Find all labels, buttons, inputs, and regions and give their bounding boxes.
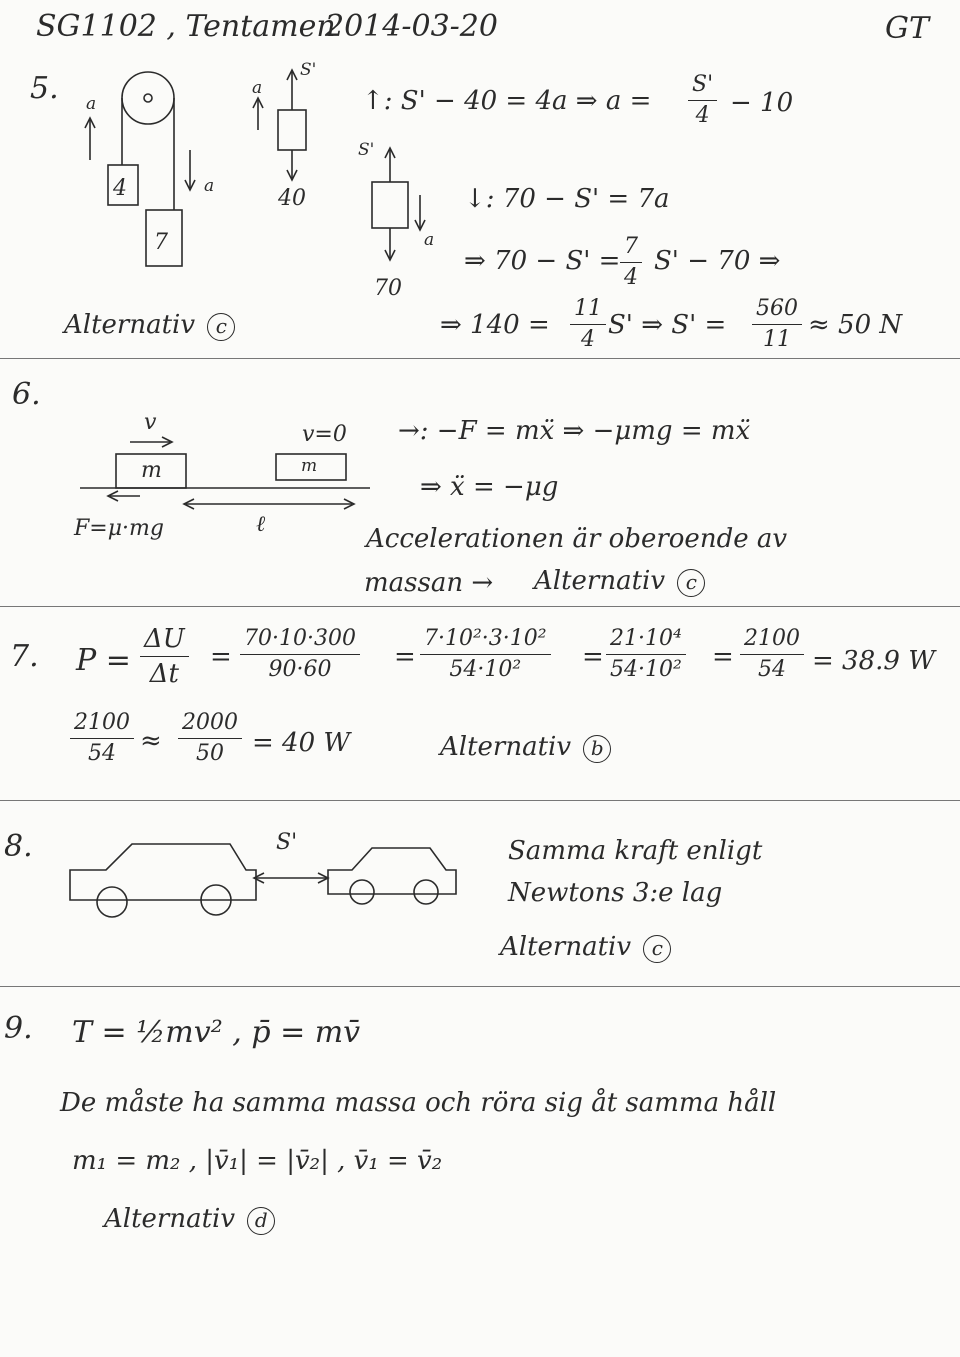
question-8-number: 8. (4, 829, 33, 864)
q5-eq1-frac (688, 74, 717, 127)
q9-text1: De måste ha samma massa och röra sig åt samma håll (60, 1088, 777, 1118)
divider-q7-q8 (0, 800, 960, 801)
car-wheel-rear (350, 880, 374, 904)
q5-eq4-frac (570, 298, 606, 351)
q5-eq3-frac-den: 4 (624, 265, 638, 290)
truck-wheel-rear (97, 887, 127, 917)
q7-frac5 (740, 628, 804, 681)
q5-alt-choice: c (207, 313, 235, 341)
q7-approx-sign: ≈ (140, 726, 162, 756)
initials: GT (885, 11, 929, 46)
q7-result: = 38.9 W (812, 646, 935, 676)
cars-diagram (66, 830, 466, 920)
q7-approx-frac1-den: 54 (88, 741, 116, 766)
q5-eq1-lhs: ↑: S' − 40 = 4a ⇒ a = (362, 86, 652, 116)
label-fbd2-a: a (424, 230, 435, 250)
q9-alternative (104, 1206, 275, 1235)
q9-eq1: T = ½mv² , p̄ = mv̄ (72, 1015, 361, 1050)
q5-eq4-frac2-den: 11 (763, 327, 791, 352)
q9-alt-choice: d (247, 1207, 275, 1235)
question-5-number: 5. (30, 71, 59, 106)
q7-frac3-num: 7·10²·3·10² (420, 628, 551, 655)
pulley-axle (144, 94, 152, 102)
q5-alt-label: Alternativ (64, 310, 196, 340)
q5-eq3-frac (620, 236, 642, 289)
q7-alternative (440, 734, 611, 763)
q7-eq-sign-3: = (582, 642, 604, 672)
q5-eq3-rhs: S' − 70 ⇒ (654, 246, 781, 276)
question-9-number: 9. (4, 1011, 33, 1046)
fbd-block-4 (278, 110, 306, 150)
q5-eq1-frac-den: 4 (695, 103, 710, 128)
label-a-left: a (86, 94, 97, 114)
q7-eq-sign-4: = (712, 642, 734, 672)
q7-eq-sign-2: = (394, 642, 416, 672)
course-title: SG1102 , Tentamen (36, 9, 336, 44)
q6-eq2: ⇒ ẍ = −μg (420, 472, 559, 502)
q7-frac4-num: 21·10⁴ (606, 628, 686, 655)
q7-frac2 (240, 628, 360, 681)
q5-eq4-mid: S' ⇒ S' = (608, 310, 727, 340)
divider-q8-q9 (0, 986, 960, 987)
q8-text1: Samma kraft enligt (508, 836, 763, 866)
q7-frac4-den: 54·10² (610, 657, 682, 682)
label-tow-S: S' (276, 830, 298, 855)
q6-alt-choice: c (677, 569, 705, 597)
q7-frac2-den: 90·60 (268, 657, 332, 682)
fbd2-block-7 (372, 182, 408, 228)
q9-eq2: m₁ = m₂ , |v̄₁| = |v̄₂| , v̄₁ = v̄₂ (72, 1146, 443, 1176)
car-wheel-front (414, 880, 438, 904)
label-v: v (144, 410, 157, 435)
q5-eq4-rhs: ≈ 50 N (808, 310, 903, 340)
q5-eq1-rhs: − 10 (730, 88, 794, 118)
divider-q6-q7 (0, 606, 960, 607)
q7-approx-frac2-num: 2000 (178, 712, 242, 739)
label-fbd-a: a (252, 78, 263, 98)
question-7-number: 7. (10, 639, 39, 674)
label-length: ℓ (256, 512, 266, 537)
pulley-wheel (122, 72, 174, 124)
q7-approx-frac1-num: 2100 (70, 712, 134, 739)
q7-frac1 (140, 626, 189, 687)
q9-alt-label: Alternativ (104, 1204, 236, 1234)
q5-eq3-lhs: ⇒ 70 − S' = (464, 246, 621, 276)
q5-eq4-frac-den: 4 (581, 327, 595, 352)
fbd-7-diagram (360, 140, 450, 280)
q8-alt-choice: c (643, 935, 671, 963)
label-fbd2-S: S' (358, 140, 375, 160)
q8-alternative (500, 934, 671, 963)
label-fbd2-70: 70 (374, 276, 402, 301)
q7-frac5-num: 2100 (740, 628, 804, 655)
q5-alternative (64, 312, 235, 341)
question-6-number: 6. (12, 377, 41, 412)
q7-alt-choice: b (583, 735, 611, 763)
label-fbd-40: 40 (278, 186, 306, 211)
q7-p-lhs: P = (76, 643, 131, 678)
q8-text2: Newtons 3:e lag (508, 878, 723, 908)
q7-frac3 (420, 628, 551, 681)
q7-frac5-den: 54 (758, 657, 786, 682)
q5-eq4-frac-num: 11 (570, 298, 606, 325)
label-fbd-S: S' (300, 60, 317, 80)
q5-eq4-lhs: ⇒ 140 = (440, 310, 550, 340)
q7-frac2-num: 70·10·300 (240, 628, 360, 655)
label-m1: m (141, 458, 162, 483)
q7-frac3-den: 54·10² (449, 657, 522, 682)
q7-frac1-den: Δt (149, 659, 179, 689)
q6-text2: massan → (364, 568, 494, 598)
q7-eq-sign-1: = (210, 642, 232, 672)
q7-approx-frac2 (178, 712, 242, 765)
q7-approx-frac1 (70, 712, 134, 765)
q6-alt-label: Alternativ (534, 566, 666, 596)
label-a-down: a (204, 176, 215, 196)
q5-eq4-frac2 (752, 298, 802, 351)
q6-alternative (534, 568, 705, 597)
q5-eq2: ↓: 70 − S' = 7a (464, 184, 670, 214)
q5-eq1-frac-num: S' (688, 74, 717, 101)
q8-alt-label: Alternativ (500, 932, 632, 962)
label-m2: m (301, 456, 318, 476)
q6-eq1: →: −F = mẍ ⇒ −μmg = mẍ (398, 416, 751, 446)
label-friction: F=μ·mg (74, 516, 164, 541)
label-v0: v=0 (302, 422, 347, 447)
label-mass-7: 7 (154, 230, 168, 255)
q7-frac1-num: ΔU (140, 626, 189, 657)
q7-approx-result: = 40 W (252, 728, 351, 758)
label-mass-4: 4 (113, 176, 127, 201)
q5-eq3-frac-num: 7 (620, 236, 642, 263)
q7-frac4 (606, 628, 686, 681)
q7-alt-label: Alternativ (440, 732, 572, 762)
q5-eq4-frac2-num: 560 (752, 298, 802, 325)
q6-text1: Accelerationen är oberoende av (366, 524, 788, 554)
exam-date: 2014-03-20 (325, 9, 498, 44)
q7-approx-frac2-den: 50 (196, 741, 224, 766)
divider-q5-q6 (0, 358, 960, 359)
